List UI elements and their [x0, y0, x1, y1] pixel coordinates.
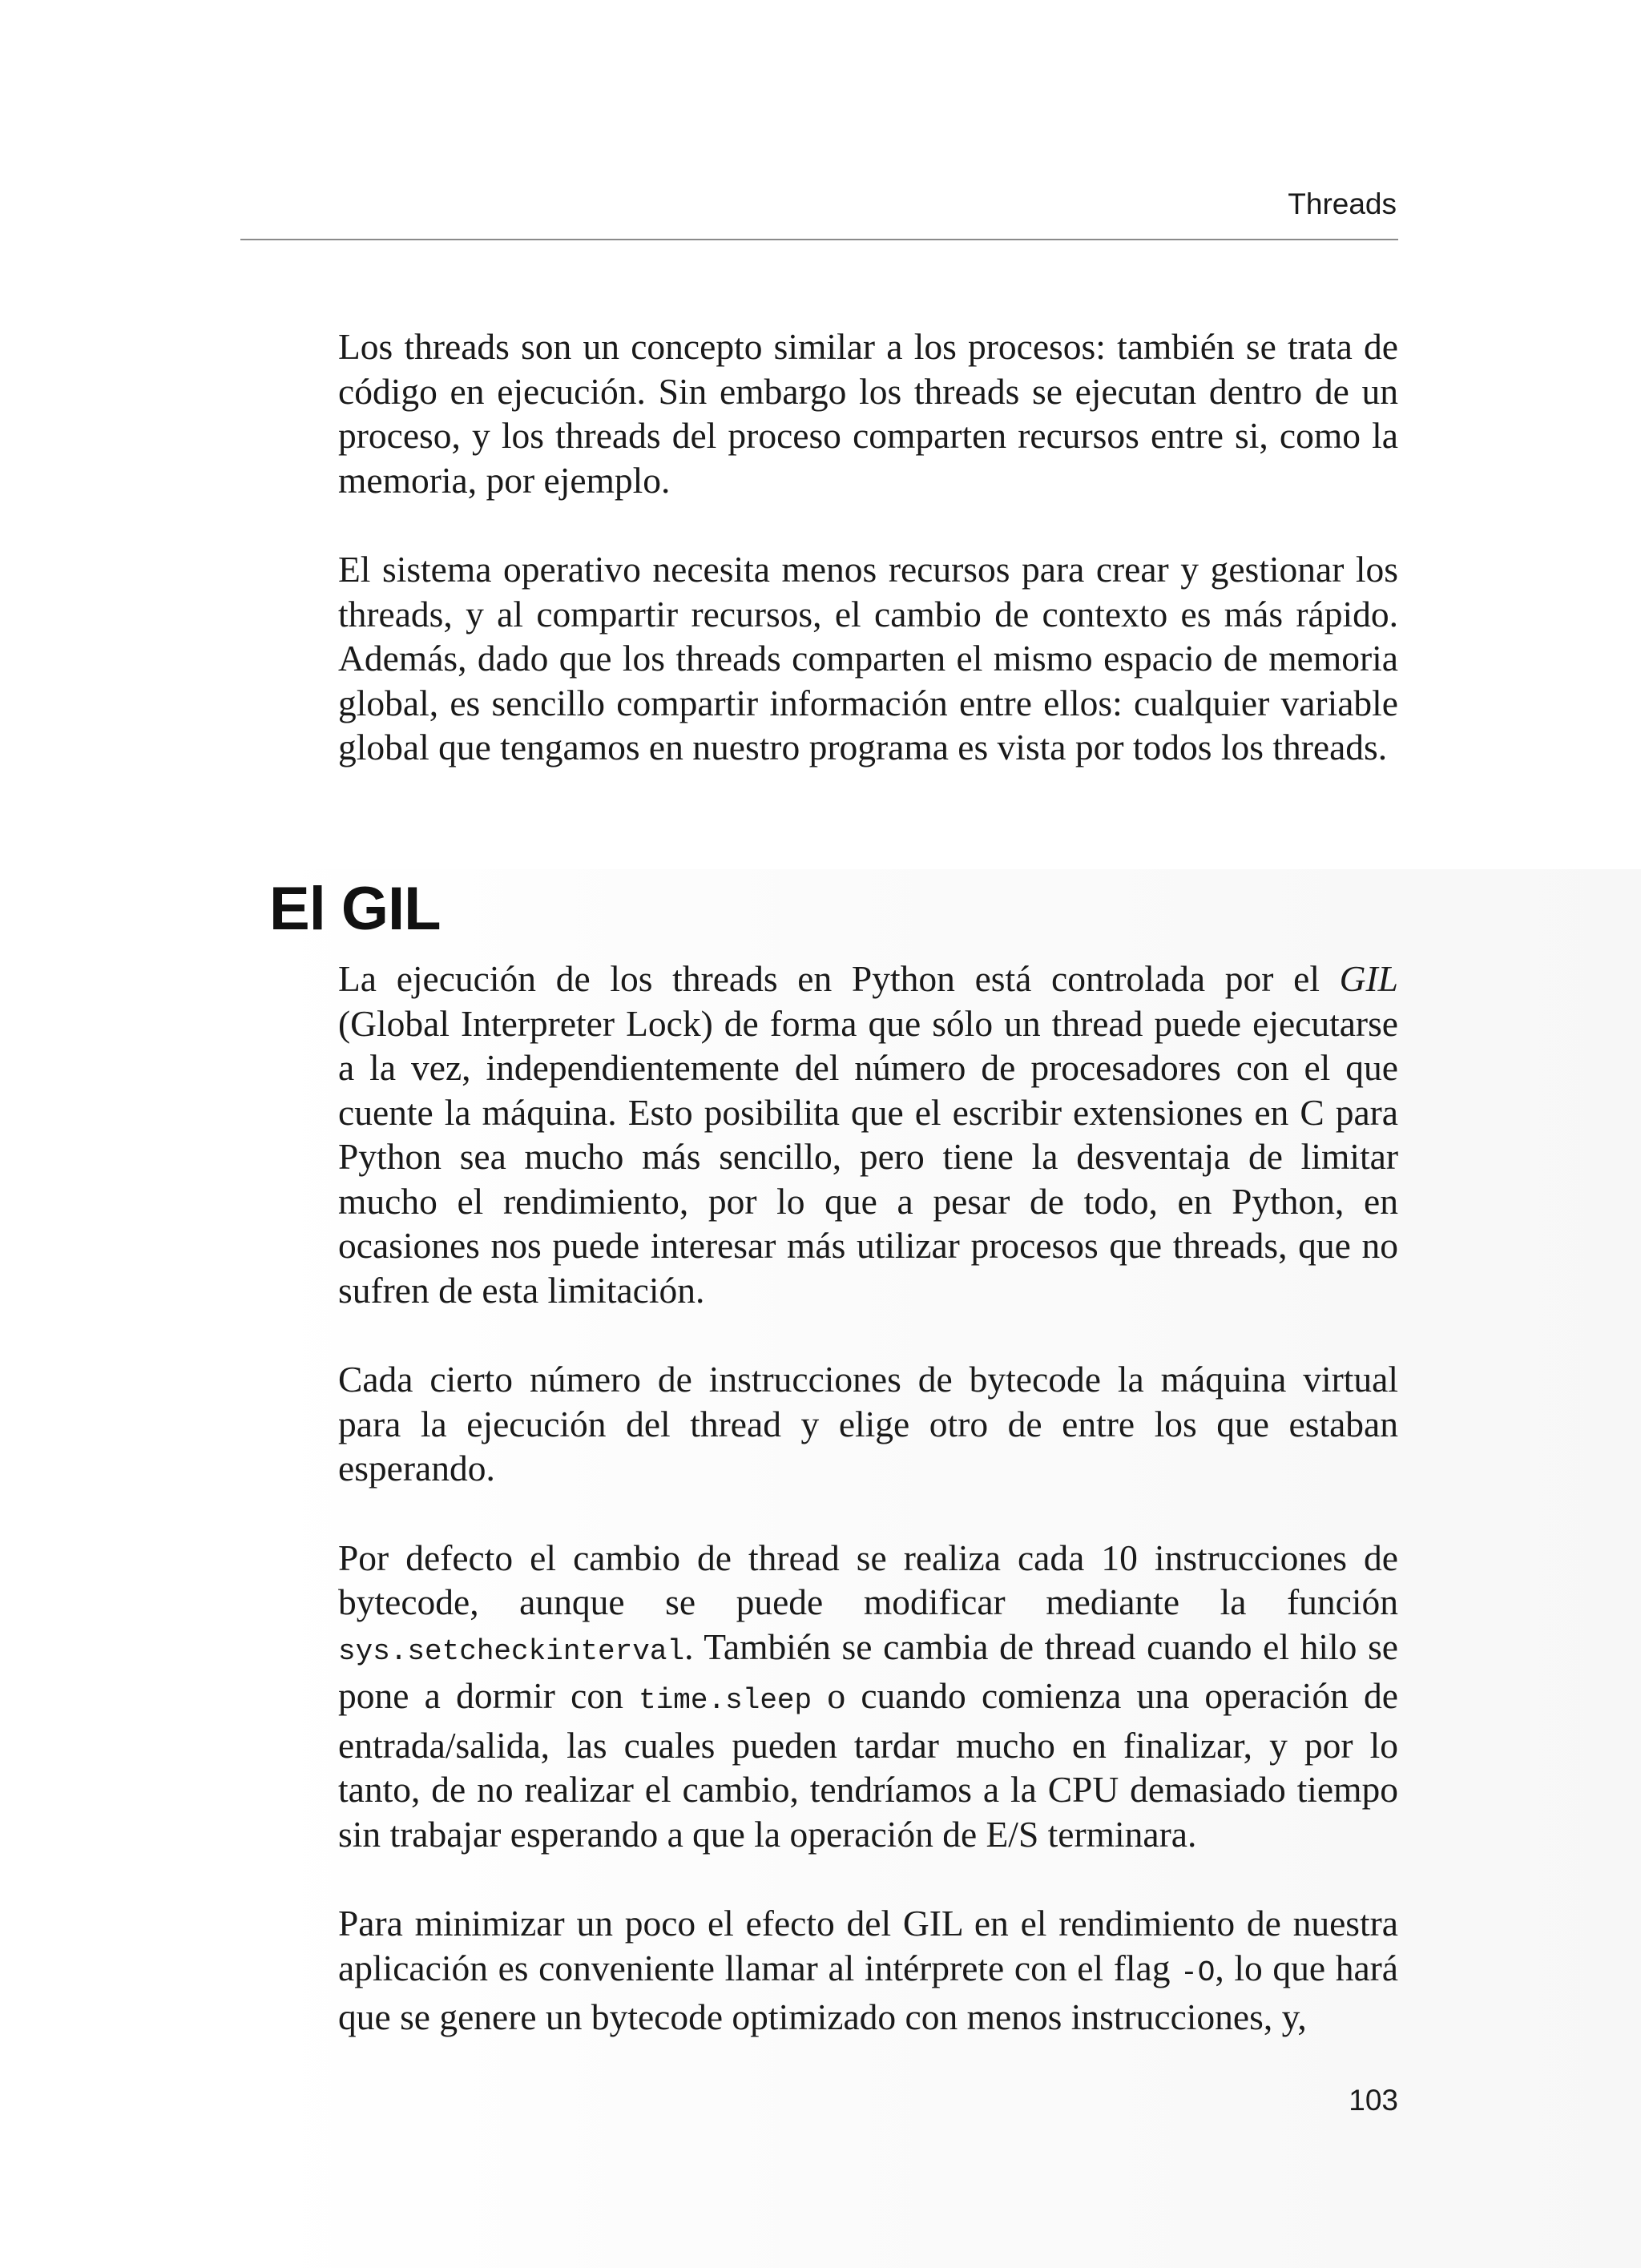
paragraph [338, 1901, 1398, 2040]
paragraph: El sistema operativo necesita menos recursos para crear y gestionar los threads, y al compartir recursos, el cambio de contexto es más rápido. Además, dado que los threads comparten el mismo espacio de memoria global, es sencillo compartir información entre ellos: cualquier variable global que tengamos en nuestro programa es vista por todos los threads. [338, 549, 1398, 767]
text-run: o cuando comienza una operación de entrada/salida, las cuales pueden tardar mucho en finalizar, y por lo tanto, de no realizar el cambio, tendríamos a la CPU demasiado tiempo sin trabajar esperando a que la operación de E/S terminara. [338, 1675, 1398, 1855]
text-run: . También se cambia de thread cuando el hilo se pone a dormir con [338, 1625, 1398, 1716]
paragraph: Cada cierto número de instrucciones de bytecode la máquina virtual para la ejecución del thread y elige otro de entre los que estaban esperando. [338, 1359, 1398, 1489]
text-run: (Global Interpreter Lock) de forma que sólo un thread puede ejecutarse a la vez, independientemente del número de procesadores con el que cuente la máquina. Esto posibilita que el escribir extensiones en C para Python sea mucho más sencillo, pero tiene la desventaja de limitar mucho el rendimiento, por lo que a pesar de todo, en Python, en ocasiones nos puede interesar más utilizar procesos que threads, que no sufren de esta limitación. [338, 1002, 1398, 1311]
text-run: Por defecto el cambio de thread se realiza cada 10 instrucciones de bytecode, aunque se puede modificar mediante la función [338, 1537, 1398, 1622]
paragraph [338, 1536, 1398, 1857]
inline-code: sys.setcheckinterval [338, 1634, 685, 1668]
section-body [338, 957, 1398, 2040]
running-header [240, 183, 1398, 240]
text-run: La ejecución de los threads en Python está controlada por el [338, 958, 1340, 999]
text-run: , lo que hará que se genere un bytecode optimizado con menos instrucciones, y, [338, 1947, 1398, 2037]
running-header-title: Threads [1288, 187, 1397, 220]
text-run: Para minimizar un poco el efecto del GIL en el rendimiento de nuestra aplicación es conveniente llamar al intérprete con el flag [338, 1903, 1398, 1988]
paragraph: Los threads son un concepto similar a los procesos: también se trata de código en ejecución. Sin embargo los threads se ejecutan dentro de un proceso, y los threads del proceso comparten recursos entre si, como la memoria, por ejemplo. [338, 326, 1398, 501]
paragraph [338, 957, 1398, 1312]
section-heading: El GIL [269, 875, 441, 943]
inline-code: time.sleep [639, 1684, 812, 1717]
page-number: 103 [1349, 2084, 1398, 2117]
emphasis-term: GIL [1339, 958, 1398, 999]
intro-text [338, 324, 1398, 770]
inline-code: -O [1180, 1956, 1216, 1989]
